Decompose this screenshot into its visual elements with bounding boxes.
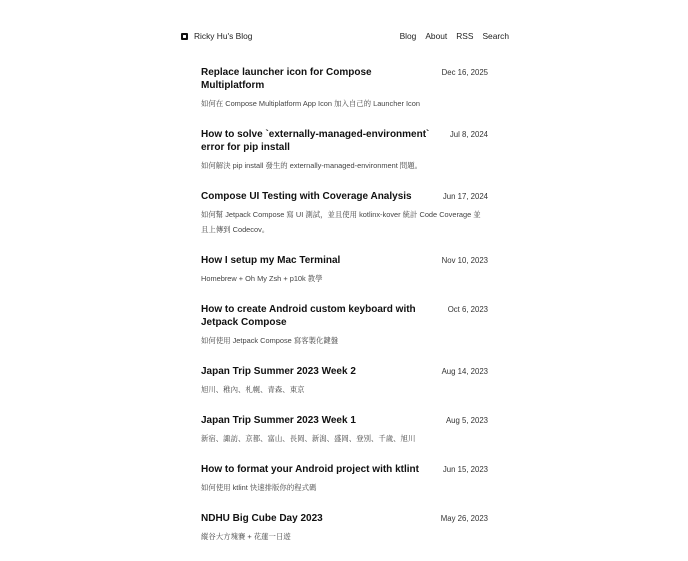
post-description: 新宿、諏訪、京都、富山、長岡、新潟、盛岡、登別、千歲、旭川 [201, 434, 416, 443]
post-description: 如何幫 Jetpack Compose 寫 UI 測試，並且使用 kotlinx-kover 統計 Code Coverage 並且上傳到 Codecov。 [201, 210, 481, 234]
post-title[interactable]: Japan Trip Summer 2023 Week 2 [201, 366, 356, 377]
post-description: 縱谷大方塊賽 + 花蓮一日遊 [201, 532, 291, 541]
post-title[interactable]: How to solve `externally-managed-environment` error for pip install [201, 129, 430, 153]
post-title[interactable]: Japan Trip Summer 2023 Week 1 [201, 415, 356, 426]
post-item [201, 66, 488, 111]
post-description: Homebrew + Oh My Zsh + p10k 教學 [201, 274, 323, 283]
nav-blog[interactable]: Blog [399, 31, 417, 41]
post-description: 如何使用 Jetpack Compose 寫客製化鍵盤 [201, 336, 339, 345]
post-item [201, 365, 488, 397]
post-item [201, 463, 488, 495]
post-description: 如何解決 pip install 發生的 externally-managed-environment 問題。 [201, 161, 422, 170]
post-item [201, 190, 488, 237]
post-title[interactable]: Compose UI Testing with Coverage Analysis [201, 191, 412, 202]
post-item [201, 128, 488, 173]
post-date: Jun 15, 2023 [442, 465, 488, 474]
site-header [181, 29, 509, 43]
post-item [201, 414, 488, 446]
nav-search[interactable]: Search [482, 31, 509, 41]
post-description: 旭川、稚內、札幌、青森、東京 [201, 385, 305, 394]
post-title[interactable]: Replace launcher icon for Compose Multiplatform [201, 67, 372, 91]
site-name: Ricky Hu's Blog [194, 31, 253, 41]
post-title[interactable]: How to format your Android project with ktlint [201, 464, 419, 475]
post-date: May 26, 2023 [440, 514, 488, 523]
main-nav [400, 31, 509, 41]
post-description: 如何使用 ktlint 快速排版你的程式碼 [201, 483, 317, 492]
post-date: Nov 10, 2023 [441, 256, 488, 265]
site-brand[interactable] [181, 31, 252, 41]
post-title[interactable]: NDHU Big Cube Day 2023 [201, 513, 323, 524]
post-date: Dec 16, 2025 [441, 68, 488, 77]
post-item [201, 254, 488, 286]
post-item [201, 303, 488, 348]
post-list [201, 66, 488, 561]
post-date: Aug 14, 2023 [441, 367, 488, 376]
post-date: Jun 17, 2024 [442, 192, 488, 201]
post-description: 如何在 Compose Multiplatform App Icon 加入自己的 Launcher Icon [201, 99, 420, 108]
nav-about[interactable]: About [425, 31, 448, 41]
post-date: Oct 6, 2023 [447, 305, 488, 314]
post-date: Jul 8, 2024 [449, 130, 488, 139]
post-date: Aug 5, 2023 [445, 416, 488, 425]
post-item [201, 512, 488, 544]
post-title[interactable]: How to create Android custom keyboard with Jetpack Compose [201, 304, 416, 328]
post-title[interactable]: How I setup my Mac Terminal [201, 255, 341, 266]
logo-icon [181, 33, 188, 40]
nav-rss[interactable]: RSS [456, 31, 474, 41]
